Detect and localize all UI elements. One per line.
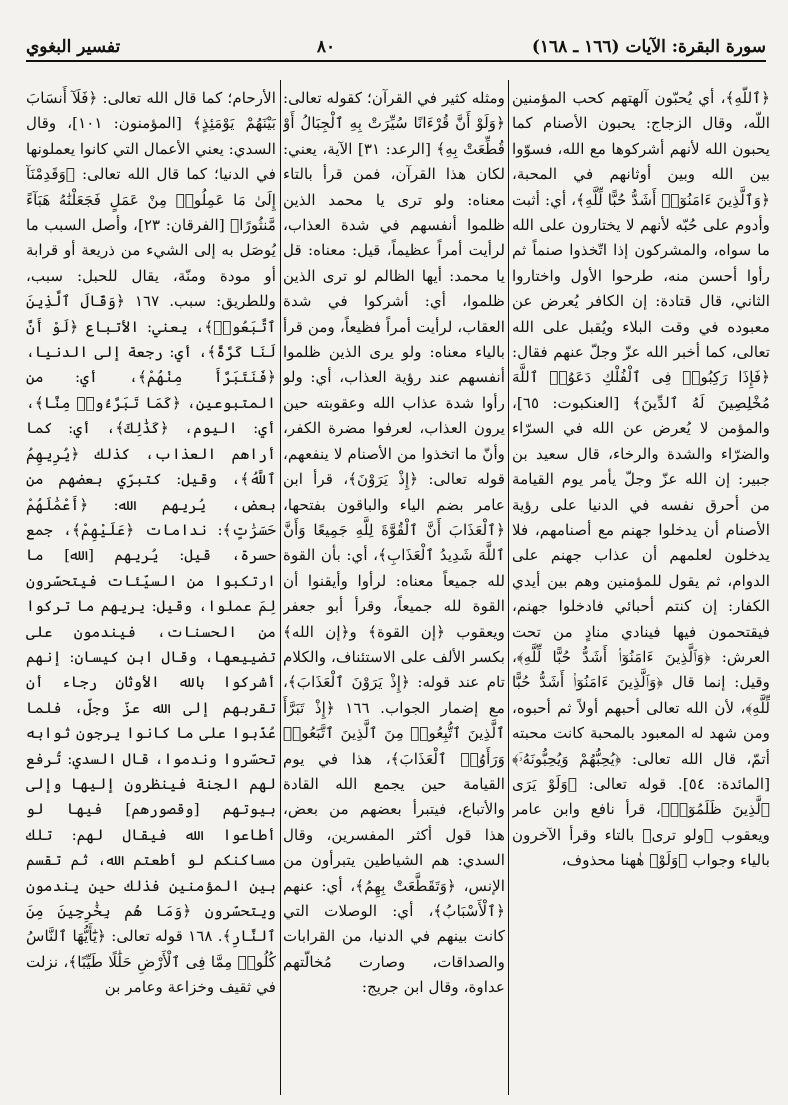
right-column-text: ﴿ٱللَّهِ﴾، أي يُحبّون آلهتهم كحب المؤمنين اللّه، وقال الزجاج: يحبون الأصنام كما يحبون الله لأنهم أشركوها مع الله، فسوّوا بين الله وبين أوثانهم في المحبة، ﴿وَٱلَّذِينَ ءَامَنُوٓا۟ أَشَدُّ حُبًّا لِّلَّهِ﴾، أي: أثبت وأدوم على حُبّه لأنهم لا يختارون على الله ما سواه، والمشركون إذا اتّخذوا صنماً ثم رأوا أحسن منه، طرحوا الأول واختاروا الثاني، قال قتادة: إن الكافر يُعرض عن معبوده في وقت البلاء ويُقبل على الله تعالى، كما أخبر الله عزّ وجلّ عنهم فقال: ﴿فَإِذَا رَكِبُوا۟ فِى ٱلْفُلْكِ دَعَوُا۟ ٱللَّهَ مُخْلِصِينَ لَهُ ٱلدِّينَ﴾ [العنكبوت: ٦٥]، والمؤمن لا يُعرض عن الله في السرّاء والضرّاء والشدة والرخاء، قال سعيد بن جبير: إن الله عزّ وجلّ يأمر يوم القيامة من أحرق نفسه في الدنيا على رؤية الأصنام أن يدخلوا جهنم مع أصنامهم، فلا يدخلون لعلمهم أن عذاب جهنم على الدوام، ثم يقول للمؤمنين وهم بين أيدي الكفار: إن كنتم أحبائي فادخلوا جهنم، فيقتحمون فيها فينادي منادٍ من تحت العرش: ﴿وَٱلَّذِينَ ءَامَنُوٓا۟ أَشَدُّ حُبًّا لِّلَّهِ﴾، وقيل: إنما قال ﴿وَٱلَّذِينَ ءَامَنُوٓا۟ أَشَدُّ حُبًّا لِّلَّهِ﴾، لأن الله تعالى أحبهم أولاً ثم أحبوه، ومن شهد له المعبود بالمحبة كانت محبته أتمّ، قال الله تعالى: ﴿يُحِبُّهُمْ وَيُحِبُّونَهُۥٓ﴾ [المائدة: ٥٤]. قوله تعالى: ﴿وَلَوْ يَرَى ٱلَّذِينَ ظَلَمُوٓا۟﴾، قرأ نافع وابن عامر ويعقوب ﴿ولو ترى﴾ بالتاء وقرأ الآخرون بالياء وجواب ﴿وَلَوْ﴾ هٰهنا محذوف، [512, 89, 770, 870]
middle-column-text: ومثله كثير في القرآن؛ كقوله تعالى: ﴿وَلَوْ أَنَّ قُرْءَانًا سُيِّرَتْ بِهِ ٱلْجِبَالُ أَوْ قُطِّعَتْ بِهِ﴾ [الرعد: ٣١] الآية، يعني: لكان هذا القرآن، فمن قرأ بالتاء معناه: ولو ترى يا محمد الذين ظلموا أنفسهم في شدة العذاب، لرأيت أمراً عظيماً، قيل: معناه: قل يا محمد: أيها الظالم لو ترى الذين ظلموا، أي: أشركوا في شدة العقاب، لرأيت أمراً فظيعاً، ومن قرأ بالياء معناه: ولو يرى الذين ظلموا أنفسهم عند رؤية العذاب، أي: ولو رأوا شدة عذاب الله وعقوبته حين يرون العذاب، لعرفوا مضرة الكفر، وأنّ ما اتخذوا من الأصنام لا ينفعهم، قوله تعالى: ﴿إِذْ يَرَوْنَ﴾، قرأ ابن عامر بضم الياء والباقون بفتحها، ﴿ٱلْعَذَابَ أَنَّ ٱلْقُوَّةَ لِلَّهِ جَمِيعًا وَأَنَّ ٱللَّهَ شَدِيدُ ٱلْعَذَابِ﴾، أي: بأن القوة لله جميعاً معناه: لرأوا وأيقنوا أن القوة لله جميعاً، وقرأ أبو جعفر ويعقوب ﴿إن القوة﴾ و﴿إن الله﴾ بكسر الألف على الاستئناف، والكلام تام عند قوله: ﴿إِذْ يَرَوْنَ ٱلْعَذَابَ﴾، مع إضمار الجواب. ١٦٦ ﴿إِذْ تَبَرَّأَ ٱلَّذِينَ ٱتُّبِعُوا۟ مِنَ ٱلَّذِينَ ٱتَّبَعُوا۟ وَرَأَوُا۟ ٱلْعَذَابَ﴾، هذا في يوم القيامة حين يجمع الله القادة والأتباع، فيتبرأ بعضهم من بعض، هذا قول أكثر المفسرين، وقال السدي: هم الشياطين يتبرأون من الإنس، ﴿وَتَقَطَّعَتْ بِهِمُ﴾، أي: عنهم ﴿ٱلْأَسْبَابُ﴾، أي: الوصلات التي كانت بينهم في الدنيا، من القرابات والصداقات، وصارت مُخالّتهم عداوة، وقال ابن جريج: [283, 89, 505, 997]
page-number: ٨٠ [316, 37, 336, 57]
page-header [26, 30, 766, 62]
column-divider [508, 80, 509, 1095]
surah-title: سورة البقرة: الآيات (١٦٦ ـ ١٦٨) [531, 37, 766, 57]
column-divider [280, 80, 281, 1095]
middle-column [283, 86, 505, 1096]
right-column [512, 86, 770, 1096]
book-title: تفسير البغوي [26, 37, 121, 57]
left-column-text: الأرحام؛ كما قال الله تعالى: ﴿فَلَآ أَنسَابَ بَيْنَهُمْ يَوْمَئِذٍ﴾ [المؤمنون: ١٠١]، وقال السدي: يعني الأعمال التي كانوا يعملونها في الدنيا؛ كما قال الله تعالى: ﴿وَقَدِمْنَآ إِلَىٰ مَا عَمِلُوا۟ مِنْ عَمَلٍ فَجَعَلْنَٰهُ هَبَآءً مَّنثُورًا﴾ [الفرقان: ٢٣]، وأصل السبب ما يُوصَل به إلى الشيء من ذريعة أو قرابة أو مودة ومنّة، يقال للحبل: سبب، وللطريق: سبب. ١٦٧ ﴿وَقَالَ ٱلَّذِينَ ٱتَّبَعُوا۟﴾، يعني: الأتباع ﴿لَوْ أَنَّ لَنَا كَرَّةً﴾، أي: رجعة إلى الدنيا، ﴿فَنَتَبَرَّأَ مِنْهُمْ﴾، أي: من المتبوعين، ﴿كَمَا تَبَرَّءُوا۟ مِنَّا﴾، أي: اليوم، ﴿كَذَٰلِكَ﴾، أي: كما أراهم العذاب، كذلك ﴿يُرِيهِمُ ٱللَّهُ﴾، وقيل: كتبرّي بعضهم من بعض، يُريهم الله: ﴿أَعْمَٰلَهُمْ حَسَرَٰتٍ﴾: ندامات ﴿عَلَيْهِمْ﴾، جمع حسرة، قيل: يُريهم [الله] ما ارتكبوا من السيّئات فيتحسّرون لِمَ عملوا، وقيل: يريهم ما تركوا من الحسنات، فيندمون على تضييعها، وقال ابن كيسان: إنهم أشركوا بالله الأوثان رجاء أن تقربهم إلى الله عزّ وجلّ، فلما عُذّبوا على ما كانوا يرجون ثوابه تحسّروا وندموا، قال السدي: تُرفع لهم الجنة فينظرون إليها وإلى بيوتهم [وقصورهم] فيها لو أطاعوا الله فيقال لهم: تلك مساكنكم لو أطعتم الله، ثم تقسم بين المؤمنين فذلك حين يندمون ويتحسّرون ﴿وَمَا هُم بِخَٰرِجِينَ مِنَ ٱلنَّارِ﴾. ١٦٨ قوله تعالى: ﴿يَٰٓأَيُّهَا ٱلنَّاسُ كُلُوا۟ مِمَّا فِى ٱلْأَرْضِ حَلَٰلًا طَيِّبًا﴾، نزلت في ثقيف وخزاعة وعامر بن [26, 89, 276, 997]
left-column [26, 86, 276, 1096]
